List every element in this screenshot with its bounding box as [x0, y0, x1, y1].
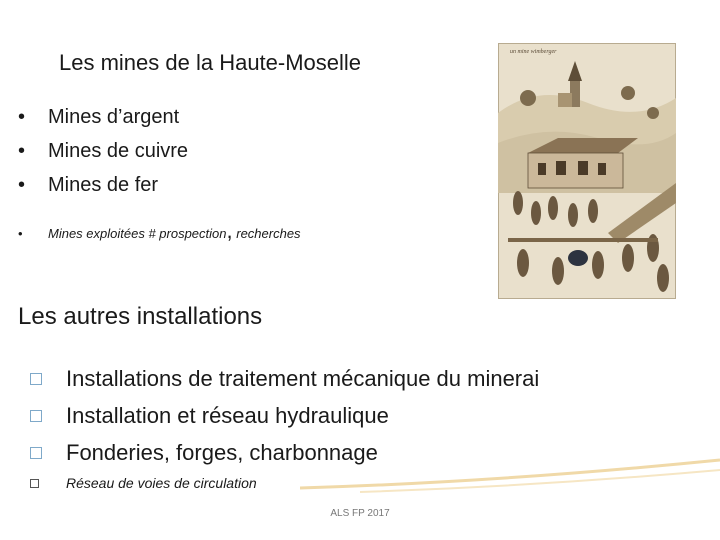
checkbox-bullet-icon — [30, 373, 42, 385]
decorative-swoosh — [300, 440, 720, 500]
engraving-mining-scene-image — [498, 43, 676, 299]
illustration-caption: un mine wimberger — [510, 49, 557, 55]
note-suffix: recherches — [232, 226, 301, 241]
bullet-text: Mines de cuivre — [48, 140, 189, 162]
note-text — [48, 218, 301, 243]
slide-title: Les mines de la Haute-Moselle — [59, 50, 362, 75]
note-prefix: Mines exploitées # prospection — [48, 226, 227, 241]
bullet-text: Mines d’argent — [48, 106, 180, 128]
bullet-icon: • — [18, 140, 26, 162]
installation-text: Installations de traitement mécanique du minerai — [66, 366, 540, 391]
installation-text: Installation et réseau hydraulique — [66, 403, 389, 428]
bullet-icon: • — [18, 174, 26, 196]
checkbox-bullet-icon — [30, 410, 42, 422]
bullet-icon: • — [18, 106, 26, 128]
bullet-icon: • — [18, 226, 23, 241]
checkbox-bullet-icon — [30, 479, 39, 488]
circulation-text: Réseau de voies de circulation — [66, 475, 257, 491]
checkbox-bullet-icon — [30, 447, 42, 459]
installation-text: Fonderies, forges, charbonnage — [66, 440, 378, 465]
bullet-text: Mines de fer — [48, 174, 159, 196]
section-subtitle: Les autres installations — [18, 303, 263, 330]
note-comma: , — [226, 218, 233, 243]
slide-footer: ALS FP 2017 — [330, 508, 390, 519]
